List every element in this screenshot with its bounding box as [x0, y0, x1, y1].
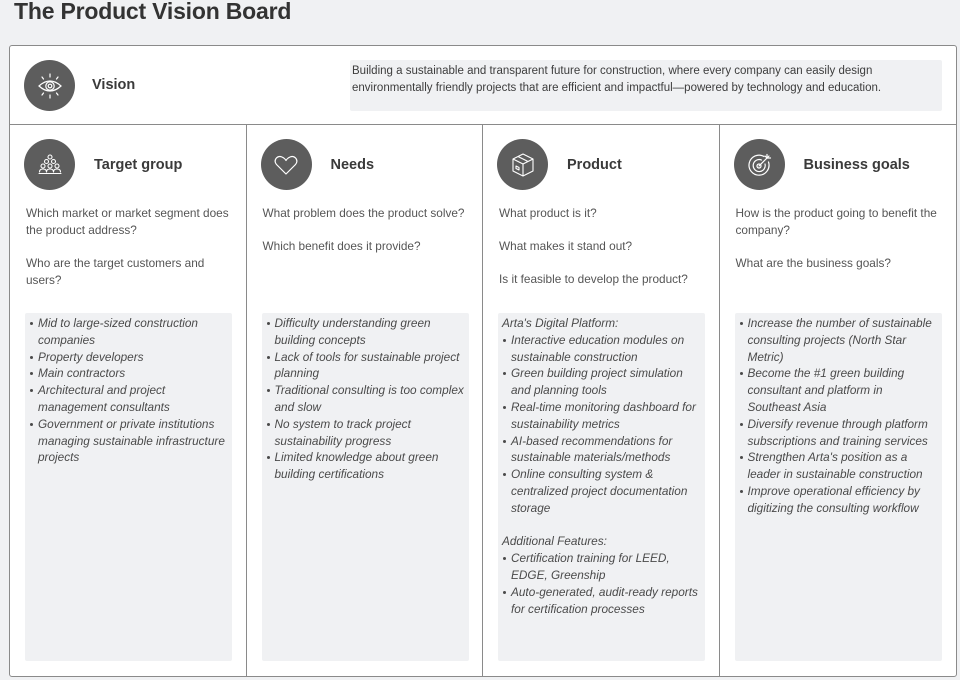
- answer-list: [502, 550, 701, 617]
- list-item: Architectural and project management consultants: [29, 382, 228, 416]
- list-item: Diversify revenue through platform subscriptions and training services: [739, 416, 938, 450]
- target-icon: [734, 139, 785, 190]
- eye-icon: [24, 60, 75, 111]
- question: Which benefit does it provide?: [262, 239, 421, 253]
- list-item: Mid to large-sized construction companies: [29, 315, 228, 349]
- answer-box: [735, 313, 942, 661]
- answer-list: [29, 315, 228, 466]
- column-title: Business goals: [803, 157, 910, 173]
- question: Is it feasible to develop the product?: [499, 272, 688, 286]
- list-item: Certification training for LEED, EDGE, Greenship: [502, 550, 701, 584]
- list-item: Online consulting system & centralized project documentation storage: [502, 466, 701, 516]
- list-item: Lack of tools for sustainable project planning: [266, 349, 465, 383]
- vision-row: [10, 46, 956, 125]
- vision-statement: Building a sustainable and transparent future for construction, where every company can easily design environmentally friendly projects that are efficient and impactful—powered by technology and education.: [350, 60, 942, 111]
- list-item: Improve operational efficiency by digitizing the consulting workflow: [739, 483, 938, 517]
- question: What are the business goals?: [735, 256, 891, 270]
- vision-label: Vision: [92, 77, 136, 93]
- list-item: Limited knowledge about green building certifications: [266, 449, 465, 483]
- question: What product is it?: [499, 206, 597, 220]
- group-heading: Arta's Digital Platform:: [502, 316, 619, 330]
- list-item: Auto-generated, audit-ready reports for certification processes: [502, 584, 701, 618]
- guiding-questions: [499, 205, 709, 304]
- list-item: Increase the number of sustainable consulting projects (North Star Metric): [739, 315, 938, 365]
- list-item: Real-time monitoring dashboard for sustainability metrics: [502, 399, 701, 433]
- list-item: Main contractors: [29, 365, 228, 382]
- group-heading: Additional Features:: [502, 534, 607, 549]
- list-item: Government or private institutions managing sustainable infrastructure projects: [29, 416, 228, 466]
- answer-box: [25, 313, 232, 661]
- guiding-questions: [26, 205, 236, 305]
- people-group-icon: [24, 139, 75, 190]
- column-needs: [247, 125, 484, 677]
- column-business-goals: [720, 125, 957, 677]
- guiding-questions: [736, 205, 946, 288]
- answer-list: [266, 315, 465, 483]
- list-item: AI-based recommendations for sustainable materials/methods: [502, 433, 701, 467]
- column-title: Needs: [330, 157, 375, 173]
- answer-box: [498, 313, 705, 661]
- list-item: Difficulty understanding green building concepts: [266, 315, 465, 349]
- question: Who are the target customers and users?: [26, 256, 205, 287]
- column-product: [483, 125, 720, 677]
- list-item: Interactive education modules on sustainable construction: [502, 332, 701, 366]
- question: What makes it stand out?: [499, 239, 633, 253]
- list-item: Become the #1 green building consultant and platform in Southeast Asia: [739, 365, 938, 415]
- heart-icon: [261, 139, 312, 190]
- box-icon: [497, 139, 548, 190]
- list-item: Traditional consulting is too complex and slow: [266, 382, 465, 416]
- column-title: Target group: [94, 157, 183, 173]
- vision-board: [9, 45, 957, 677]
- column-title: Product: [567, 157, 622, 173]
- list-item: Strengthen Arta's position as a leader in sustainable construction: [739, 449, 938, 483]
- board-columns: [10, 125, 956, 677]
- question: What problem does the product solve?: [262, 206, 465, 220]
- question: How is the product going to benefit the company?: [735, 206, 937, 237]
- list-item: No system to track project sustainability progress: [266, 416, 465, 450]
- question: Which market or market segment does the product address?: [26, 206, 229, 237]
- answer-list: [502, 332, 701, 517]
- answer-list: [739, 315, 938, 517]
- list-item: Property developers: [29, 349, 228, 366]
- feature-group: [502, 533, 701, 617]
- answer-box: [262, 313, 469, 661]
- feature-group: [502, 315, 701, 517]
- list-item: Green building project simulation and planning tools: [502, 365, 701, 399]
- page-title: The Product Vision Board: [14, 0, 292, 24]
- guiding-questions: [263, 205, 473, 271]
- column-target-group: [10, 125, 247, 677]
